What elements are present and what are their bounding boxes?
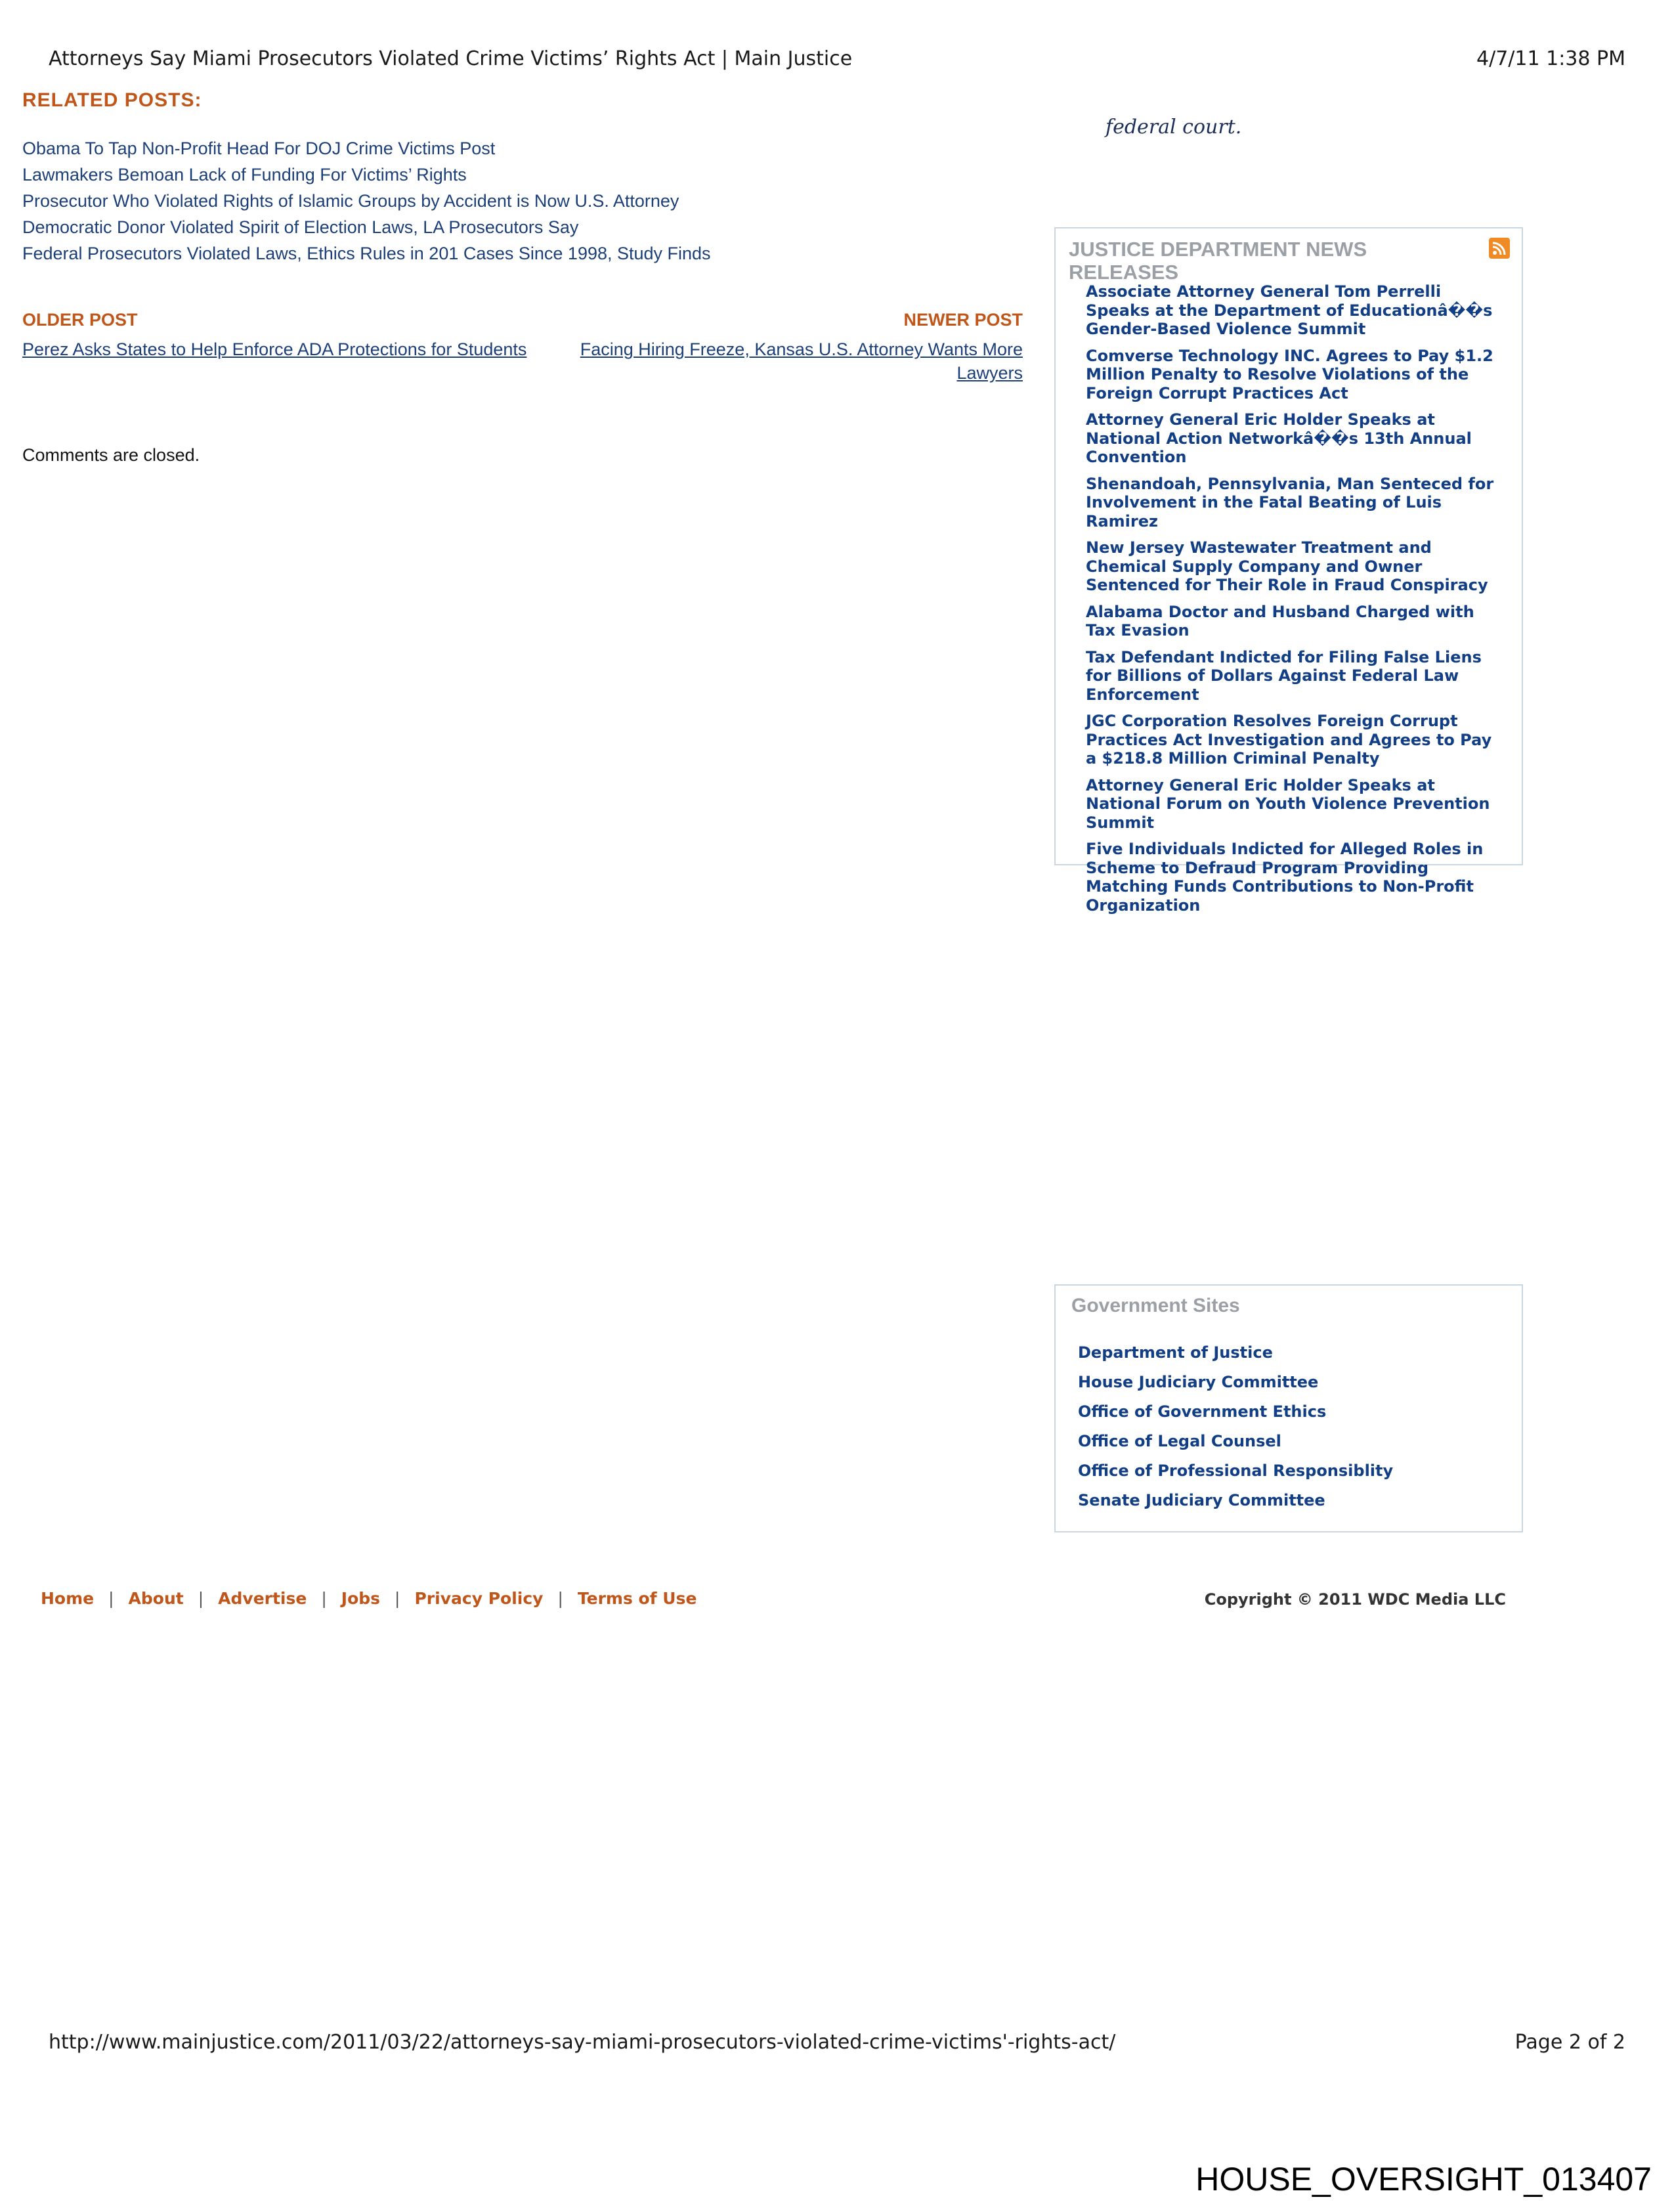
news-release-link[interactable]: Associate Attorney General Tom Perrelli Speaks at the Department of Educationâ��s Gender-Based Violence Summit <box>1086 282 1493 338</box>
footer-separator: | <box>321 1589 327 1608</box>
news-releases-list <box>1086 282 1506 922</box>
news-releases-title: JUSTICE DEPARTMENT NEWS RELEASES <box>1069 238 1367 284</box>
related-posts-heading: RELATED POSTS: <box>22 89 202 111</box>
gov-site-link[interactable]: Department of Justice <box>1078 1343 1273 1362</box>
comments-status: Comments are closed. <box>22 445 200 465</box>
footer-separator: | <box>108 1589 114 1608</box>
main-content <box>22 89 1023 1641</box>
newer-post-label: NEWER POST <box>903 310 1023 330</box>
footer-link-home[interactable]: Home <box>41 1589 95 1608</box>
government-sites-widget <box>1054 1284 1523 1532</box>
news-release-link[interactable]: Five Individuals Indicted for Alleged Roles in Scheme to Defraud Program Providing Matching Funds Contributions to Non-Profit Organization <box>1086 840 1484 915</box>
rss-icon[interactable] <box>1489 238 1510 259</box>
gov-site-link[interactable]: Office of Government Ethics <box>1078 1402 1327 1421</box>
government-sites-title: Government Sites <box>1071 1295 1240 1316</box>
related-post-link[interactable]: Democratic Donor Violated Spirit of Election Laws, LA Prosecutors Say <box>22 217 579 237</box>
older-post-link[interactable]: Perez Asks States to Help Enforce ADA Protections for Students <box>22 339 527 359</box>
older-post-label: OLDER POST <box>22 310 138 330</box>
footer-separator: | <box>395 1589 400 1608</box>
copyright-text: Copyright © 2011 WDC Media LLC <box>1204 1590 1506 1609</box>
gov-site-link[interactable]: Office of Professional Responsiblity <box>1078 1462 1394 1480</box>
print-footer-page-number: Page 2 of 2 <box>1514 2031 1625 2054</box>
related-posts-list <box>22 135 711 267</box>
gov-site-link[interactable]: Office of Legal Counsel <box>1078 1432 1281 1450</box>
news-release-link[interactable]: Shenandoah, Pennsylvania, Man Senteced for Involvement in the Fatal Beating of Luis Ramirez <box>1086 474 1494 531</box>
footer-link-privacy-policy[interactable]: Privacy Policy <box>414 1589 544 1608</box>
news-release-link[interactable]: Alabama Doctor and Husband Charged with Tax Evasion <box>1086 602 1474 640</box>
newer-post-link[interactable]: Facing Hiring Freeze, Kansas U.S. Attorney Wants More Lawyers <box>580 339 1023 383</box>
news-release-link[interactable]: JGC Corporation Resolves Foreign Corrupt Practices Act Investigation and Agrees to Pay a $218.8 Million Criminal Penalty <box>1086 712 1492 768</box>
footer-nav <box>41 1589 705 1618</box>
related-post-link[interactable]: Lawmakers Bemoan Lack of Funding For Victims’ Rights <box>22 165 467 184</box>
document-id-stamp: HOUSE_OVERSIGHT_013407 <box>1195 2161 1652 2198</box>
news-release-link[interactable]: Attorney General Eric Holder Speaks at National Forum on Youth Violence Prevention Summit <box>1086 775 1490 832</box>
related-post-link[interactable]: Federal Prosecutors Violated Laws, Ethics Rules in 201 Cases Since 1998, Study Finds <box>22 244 711 263</box>
page-header-datetime: 4/7/11 1:38 PM <box>1476 47 1625 70</box>
news-release-link[interactable]: Tax Defendant Indicted for Filing False Liens for Billions of Dollars Against Federal Law Enforcement <box>1086 647 1482 704</box>
print-footer-url: http://www.mainjustice.com/2011/03/22/attorneys-say-miami-prosecutors-violated-crime-victims'-rights-act/ <box>49 2031 1116 2054</box>
news-release-link[interactable]: Attorney General Eric Holder Speaks at National Action Networkâ��s 13th Annual Convention <box>1086 410 1472 466</box>
gov-site-link[interactable]: Senate Judiciary Committee <box>1078 1491 1325 1509</box>
article-text-fragment: federal court. <box>1105 116 1242 139</box>
footer-separator: | <box>557 1589 563 1608</box>
gov-site-link[interactable]: House Judiciary Committee <box>1078 1373 1319 1391</box>
footer-link-about[interactable]: About <box>128 1589 184 1608</box>
news-release-link[interactable]: Comverse Technology INC. Agrees to Pay $1.2 Million Penalty to Resolve Violations of the Foreign Corrupt Practices Act <box>1086 346 1493 402</box>
footer-link-advertise[interactable]: Advertise <box>218 1589 307 1608</box>
related-post-link[interactable]: Obama To Tap Non-Profit Head For DOJ Crime Victims Post <box>22 139 496 158</box>
related-post-link[interactable]: Prosecutor Who Violated Rights of Islamic Groups by Accident is Now U.S. Attorney <box>22 191 679 211</box>
government-sites-list <box>1078 1342 1393 1519</box>
footer-link-jobs[interactable]: Jobs <box>341 1589 381 1608</box>
news-release-link[interactable]: New Jersey Wastewater Treatment and Chemical Supply Company and Owner Sentenced for Their Role in Fraud Conspiracy <box>1086 538 1488 594</box>
page-header-title: Attorneys Say Miami Prosecutors Violated Crime Victims’ Rights Act | Main Justice <box>49 47 853 70</box>
footer-separator: | <box>198 1589 204 1608</box>
footer-link-terms-of-use[interactable]: Terms of Use <box>577 1589 697 1608</box>
news-releases-widget <box>1054 227 1523 915</box>
